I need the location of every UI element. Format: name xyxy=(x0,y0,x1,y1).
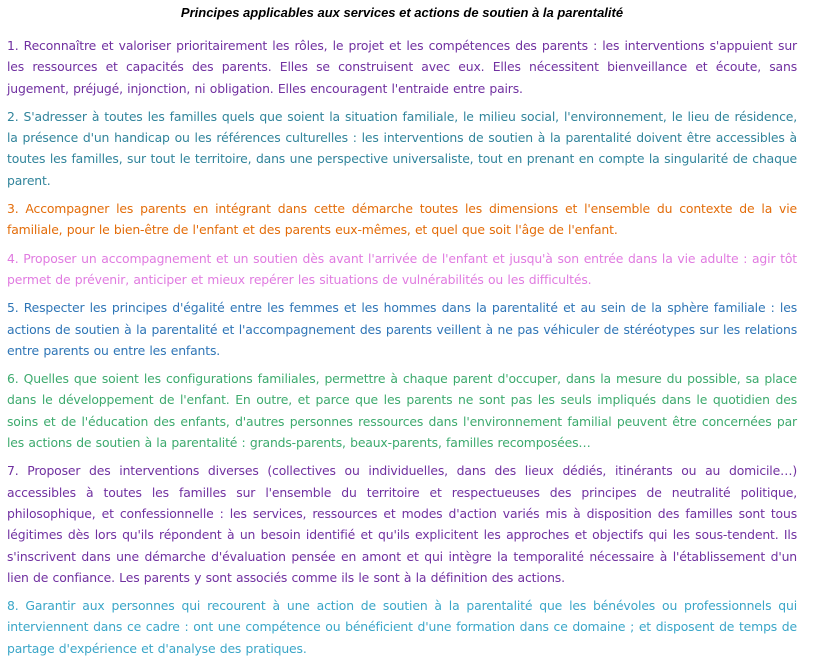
principle-3: 3. Accompagner les parents en intégrant dans cette démarche toutes les dimensions et l'ensemble du contexte de la vie familiale, pour le bien-être de l'enfant et des parents eux-mêmes, et quel que soit l'âge de l'enfant. xyxy=(7,201,797,238)
principle-6: 6. Quelles que soient les configurations familiales, permettre à chaque parent d'occuper, dans la mesure du possible, sa place dans le développement de l'enfant. En outre, et parce que les parents ne sont pas les seuls impliqués dans le quotidien des soins et de l'éducation des enfants, d'autres personnes ressources dans l'environnement familial peuvent être concernées par les actions de soutien à la parentalité : grands-parents, beaux-parents, familles recomposées… xyxy=(7,371,797,451)
principle-1: 1. Reconnaître et valoriser prioritairement les rôles, le projet et les compétences des parents : les interventions s'appuient sur les ressources et capacités des parents. Elles se construisent avec eux. Elles nécessitent bienveillance et écoute, sans jugement, préjugé, injonction, ni obligation. Elles encouragent l'entraide entre pairs. xyxy=(7,38,797,96)
principle-7: 7. Proposer des interventions diverses (collectives ou individuelles, dans des lieux dédiés, itinérants ou au domicile…) accessibles à toutes les familles sur l'ensemble du territoire et respectueuses des principes de neutralité politique, philosophique, et confessionnelle : les services, ressources et modes d'action variés mis à disposition des familles sont tous légitimes dès lors qu'ils répondent à un besoin identifié et qu'ils explicitent les approches et objectifs qui les sous-tendent. Ils s'inscrivent dans une démarche d'évaluation pensée en amont et qui intègre la temporalité nécessaire à l'établissement d'un lien de confiance. Les parents y sont associés comme ils le sont à la définition des actions. xyxy=(7,463,797,585)
principle-2: 2. S'adresser à toutes les familles quels que soient la situation familiale, le milieu social, l'environnement, le lieu de résidence, la présence d'un handicap ou les références culturelles : les interventions de soutien à la parentalité doivent être accessibles à toutes les familles, sur tout le territoire, dans une perspective universaliste, tout en prenant en compte la singularité de chaque parent. xyxy=(7,108,797,188)
principle-8: 8. Garantir aux personnes qui recourent à une action de soutien à la parentalité que les bénévoles ou professionnels qui interviennent dans ce cadre : ont une compétence ou bénéficient d'une formation dans ce domaine ; et disposent de temps de partage d'expérience et d'analyse des pratiques. xyxy=(7,598,797,656)
document-title: Principes applicables aux services et actions de soutien à la parentalité xyxy=(180,5,624,20)
principle-4: 4. Proposer un accompagnement et un soutien dès avant l'arrivée de l'enfant et jusqu'à son entrée dans la vie adulte : agir tôt permet de prévenir, anticiper et mieux repérer les situations de vulnérabilités ou les difficultés. xyxy=(7,250,797,287)
document xyxy=(7,0,797,659)
principle-5: 5. Respecter les principes d'égalité entre les femmes et les hommes dans la parentalité et au sein de la sphère familiale : les actions de soutien à la parentalité et l'accompagnement des parents veillent à ne pas véhiculer de stéréotypes sur les relations entre parents ou entre les enfants. xyxy=(7,300,797,358)
